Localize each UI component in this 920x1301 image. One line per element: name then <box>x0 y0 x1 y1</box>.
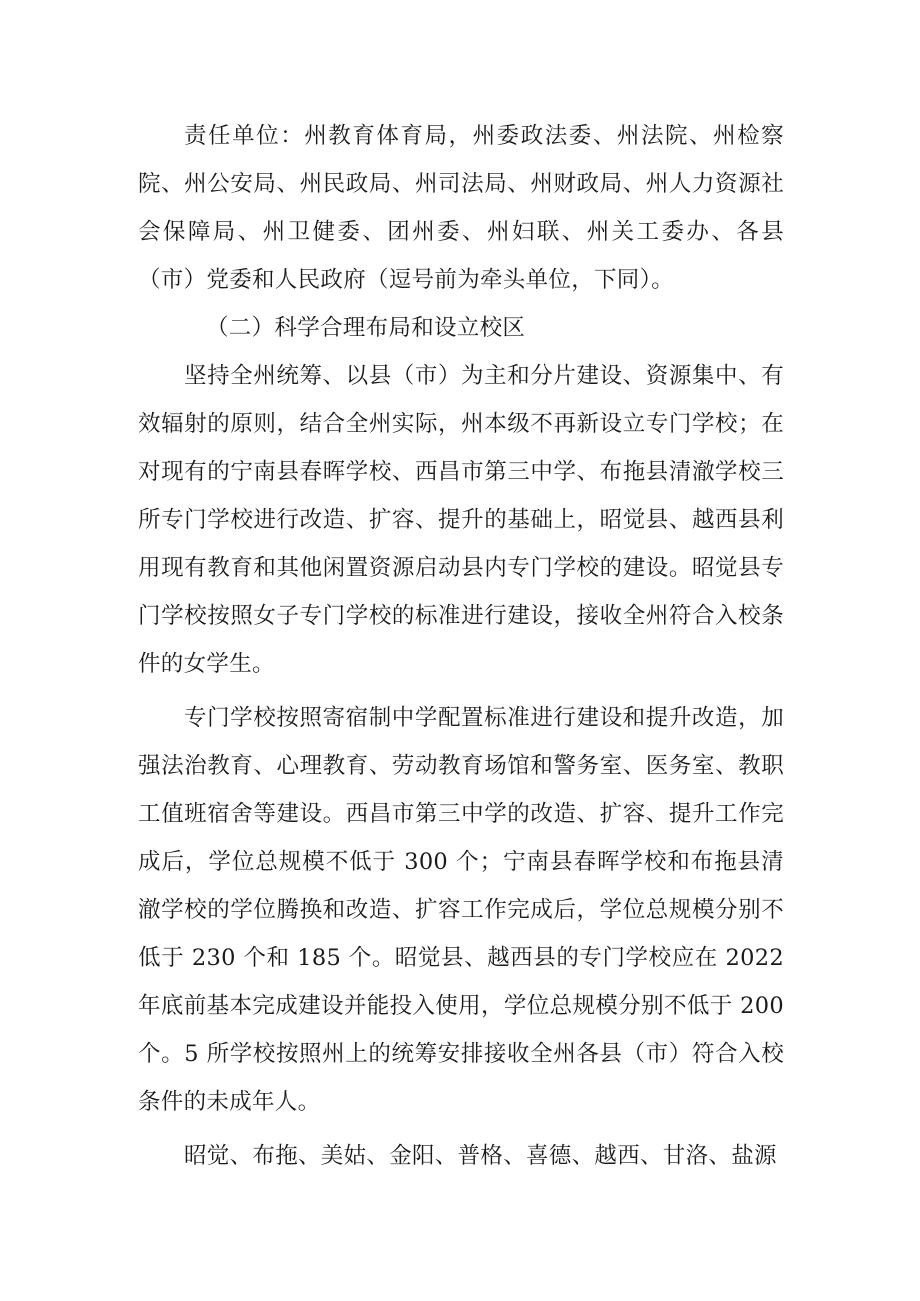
section-heading: （二）科学合理布局和设立校区 <box>206 315 526 341</box>
document-page <box>138 112 784 1180</box>
paragraph-construction-standards: 专门学校按照寄宿制中学配置标准进行建设和提升改造，加强法治教育、心理教育、劳动教育场馆和警务室、医务室、教职工值班宿舍等建设。西昌市第三中学的改造、扩容、提升工作完成后，学位总规模不低于 300 个；宁南县春晖学校和布拖县清澈学校的学位腾换和改造、扩容工作完成后，学位总规模分别不低于 230 个和 185 个。昭觉县、越西县的专门学校应在 2022 年底前基本完成建设并能投入使用，学位总规模分别不低于 200 个。5 所学校按照州上的统筹安排接收全州各县（市）符合入校条件的未成年人。 <box>138 705 784 1115</box>
paragraph-responsible-units: 责任单位：州教育体育局，州委政法委、州法院、州检察院、州公安局、州民政局、州司法局、州财政局、州人力资源社会保障局、州卫健委、团州委、州妇联、州关工委办、各县（市）党委和人民政府（逗号前为牵头单位，下同）。 <box>138 123 784 293</box>
paragraph-counties: 昭觉、布拖、美姑、金阳、普格、喜德、越西、甘洛、盐源 <box>184 1143 777 1169</box>
paragraph-layout-principle: 坚持全州统筹、以县（市）为主和分片建设、资源集中、有效辐射的原则，结合全州实际，州本级不再新设立专门学校；在对现有的宁南县春晖学校、西昌市第三中学、布拖县清澈学校三所专门学校进行改造、扩容、提升的基础上，昭觉县、越西县利用现有教育和其他闲置资源启动县内专门学校的建设。昭觉县专门学校按照女子专门学校的标准进行建设，接收全州符合入校条件的女学生。 <box>138 363 784 677</box>
